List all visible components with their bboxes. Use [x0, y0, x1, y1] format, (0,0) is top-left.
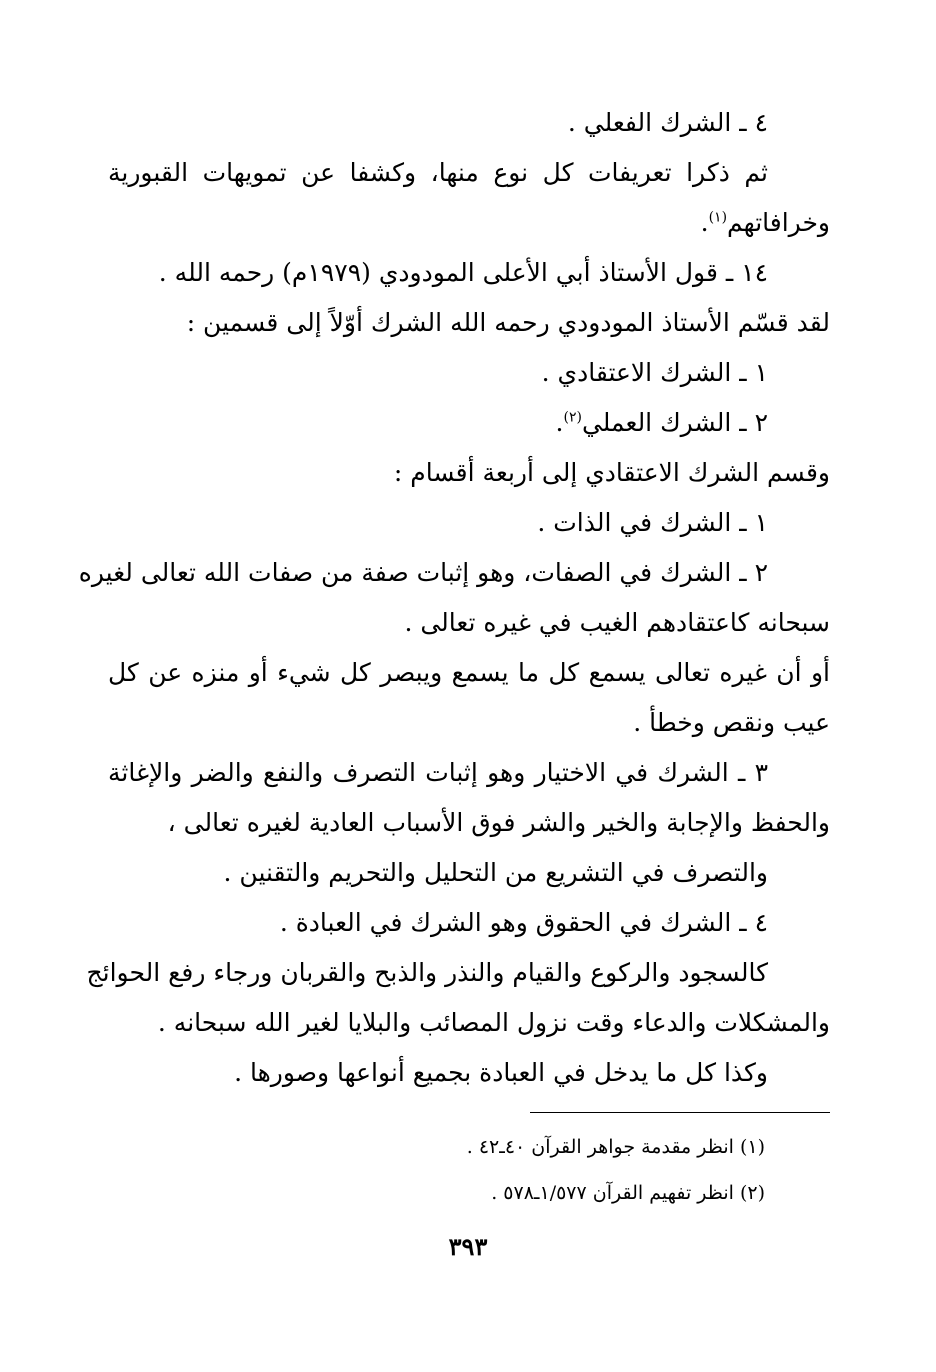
paragraph-line: ثم ذكرا تعريفات كل نوع منها، وكشفا عن تمويهات القبورية	[108, 158, 768, 187]
list-item-4-rights: ٤ ـ الشرك في الحقوق وهو الشرك في العبادة .	[279, 908, 768, 937]
list-item-1-essence: ١ ـ الشرك في الذات .	[537, 508, 768, 537]
list-item-3-choice: ٣ ـ الشرك في الاختيار وهو إثبات التصرف والنفع والضر والإغاثة	[108, 758, 768, 787]
paragraph-line: والتصرف في التشريع من التحليل والتحريم والتقنين .	[223, 858, 768, 887]
paragraph-line: عيب ونقص وخطأ .	[633, 708, 830, 737]
paragraph-line: سبحانه كاعتقادهم الغيب في غيره تعالى .	[404, 608, 830, 637]
paragraph-line: وكذا كل ما يدخل في العبادة بجميع أنواعها وصورها .	[234, 1058, 768, 1087]
paragraph-line: كالسجود والركوع والقيام والنذر والذبح والقربان ورجاء رفع الحوائج	[86, 958, 768, 987]
list-item-1: ١ ـ الشرك الاعتقادي .	[541, 358, 768, 387]
footnotes	[300, 1124, 765, 1216]
line-text: ٢ ـ الشرك العملي	[581, 408, 768, 437]
footnote-2: (٢) انظر تفهيم القرآن ١/٥٧٧ـ٥٧٨ .	[491, 1182, 765, 1204]
line-text: وخرافاتهم	[727, 208, 830, 237]
paragraph-line: والمشكلات والدعاء وقت نزول المصائب والبلايا لغير الله سبحانه .	[157, 1008, 830, 1037]
paragraph-line: لقد قسّم الأستاذ المودودي رحمه الله الشرك أوّلاً إلى قسمين :	[186, 308, 830, 337]
paragraph-line: أو أن غيره تعالى يسمع كل ما يسمع ويبصر كل شيء أو منزه عن كل	[108, 658, 830, 687]
footnote-ref-2: (٢)	[563, 409, 582, 426]
footnote-ref-1: (١)	[708, 209, 728, 226]
page-number: ٣٩٣	[448, 1232, 488, 1261]
footnote-1: (١) انظر مقدمة جواهر القرآن ٤٠ـ٤٢ .	[466, 1136, 765, 1158]
period: .	[700, 208, 709, 237]
footnote-divider	[530, 1112, 830, 1113]
paragraph-line-end	[108, 198, 830, 248]
body-text	[78, 98, 830, 1098]
period: .	[555, 408, 564, 437]
paragraph-line: وقسم الشرك الاعتقادي إلى أربعة أقسام :	[393, 458, 830, 487]
list-item-2	[108, 398, 830, 448]
section-heading-14: ١٤ ـ قول الأستاذ أبي الأعلى المودودي (١٩٧٩م) رحمه الله .	[158, 258, 768, 287]
list-item-4-actual-shirk: ٤ ـ الشرك الفعلي .	[567, 108, 768, 137]
list-item-2-attributes: ٢ ـ الشرك في الصفات، وهو إثبات صفة من صفات الله تعالى لغيره	[78, 558, 768, 587]
paragraph-line: والحفظ والإجابة والخير والشر فوق الأسباب العادية لغيره تعالى ،	[167, 808, 830, 837]
